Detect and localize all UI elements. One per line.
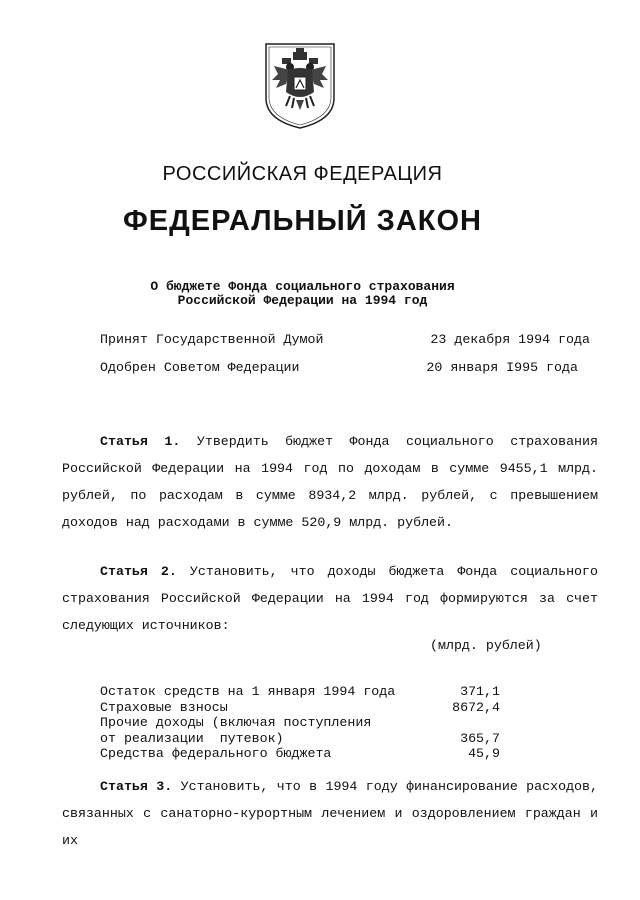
- adoption-row: [100, 359, 590, 387]
- subject-line: Российской Федерации на 1994 год: [177, 293, 428, 308]
- subject-line: О бюджете Фонда социального страхования: [150, 279, 455, 294]
- source-label: от реализации путевок): [100, 730, 284, 746]
- source-value: 365,7: [460, 730, 500, 746]
- source-value: 8672,4: [452, 699, 500, 715]
- source-row: [100, 746, 500, 762]
- adoption-body: Одобрен Советом Федерации: [100, 360, 300, 375]
- source-label: Остаток средств на 1 января 1994 года: [100, 684, 396, 699]
- source-value: [430, 715, 500, 731]
- source-label: Прочие доходы (включая поступления: [100, 715, 372, 731]
- law-subject: [0, 280, 605, 308]
- article-heading: Статья 3.: [100, 779, 173, 794]
- source-value: 45,9: [468, 746, 500, 762]
- unit-label: (млрд. рублей): [430, 638, 542, 653]
- article-3: [62, 773, 598, 854]
- article-text: Утвердить бюджет Фонда социального страхования Российской Федерации на 1994 год по доходам в сумме 9455,1 млрд. рублей, по расходам в сумме 8934,2 млрд. рублей, с превышением доходов над расходами в сумме 520,9 млрд. рублей.: [62, 434, 598, 530]
- revenue-sources-table: [100, 684, 500, 762]
- adoption-row: [100, 331, 590, 359]
- source-row: [100, 715, 500, 731]
- source-row: [100, 684, 500, 700]
- adoption-body: Принят Государственной Думой: [100, 332, 324, 347]
- coat-of-arms-icon: [260, 40, 340, 132]
- source-row: [100, 700, 500, 716]
- law-type-title: ФЕДЕРАЛЬНЫЙ ЗАКОН: [123, 205, 482, 237]
- article-heading: Статья 1.: [100, 434, 181, 449]
- source-row: [100, 731, 500, 747]
- adoption-date: 23 декабря 1994 года: [430, 332, 590, 347]
- source-value: 371,1: [460, 684, 500, 699]
- country-title: РОССИЙСКАЯ ФЕДЕРАЦИЯ: [162, 163, 443, 185]
- article-text: Установить, что доходы бюджета Фонда социального страхования Российской Федерации на 1994 год формируются за счет следующих источников:: [62, 564, 598, 633]
- source-label: Страховые взносы: [100, 699, 228, 715]
- source-label: Средства федерального бюджета: [100, 746, 332, 762]
- article-text: Установить, что в 1994 году финансирование расходов, связанных с санаторно-курортным лечением и оздоровлением граждан и их: [62, 779, 598, 848]
- article-heading: Статья 2.: [100, 564, 177, 579]
- article-1: [62, 428, 598, 536]
- article-2: [62, 558, 598, 639]
- adoption-block: [100, 331, 590, 387]
- adoption-date: 20 января I995 года: [426, 360, 578, 375]
